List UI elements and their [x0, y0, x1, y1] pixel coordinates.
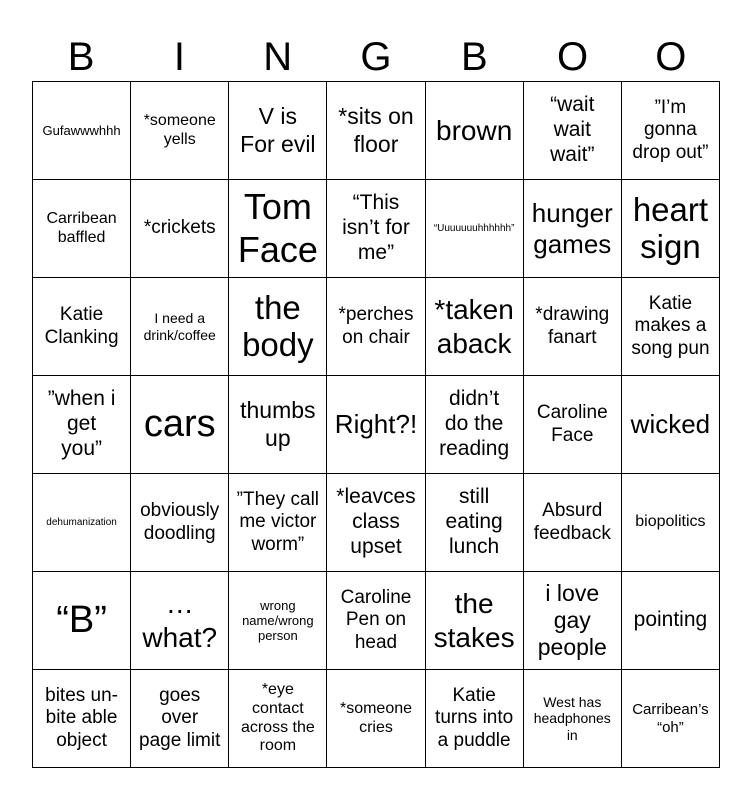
bingo-cell[interactable]: *eye contact across the room: [229, 670, 327, 768]
bingo-cell[interactable]: Caroline Pen on head: [327, 572, 425, 670]
bingo-cell[interactable]: heart sign: [622, 180, 720, 278]
bingo-cell[interactable]: ”They call me victor worm”: [229, 474, 327, 572]
bingo-cell[interactable]: Gufawwwhhh: [33, 82, 131, 180]
header-letter-1: B: [67, 35, 95, 79]
header-letter-7: O: [655, 35, 687, 79]
bingo-cell[interactable]: Katie Clanking: [33, 278, 131, 376]
bingo-cell[interactable]: hunger games: [524, 180, 622, 278]
header-letter-5: B: [460, 35, 488, 79]
header-letter-2: I: [173, 35, 185, 79]
bingo-cell[interactable]: the body: [229, 278, 327, 376]
header-letter-4: G: [360, 35, 392, 79]
bingo-cell[interactable]: *crickets: [131, 180, 229, 278]
bingo-cell[interactable]: wrong name/wrong person: [229, 572, 327, 670]
bingo-cell[interactable]: Right?!: [327, 376, 425, 474]
bingo-cell[interactable]: ”when i get you”: [33, 376, 131, 474]
bingo-cell[interactable]: cars: [131, 376, 229, 474]
bingo-cell[interactable]: “Uuuuuuuhhhhhh”: [426, 180, 524, 278]
bingo-cell[interactable]: *taken aback: [426, 278, 524, 376]
bingo-cell[interactable]: bites un- bite able object: [33, 670, 131, 768]
bingo-cell[interactable]: V is For evil: [229, 82, 327, 180]
bingo-cell[interactable]: *perches on chair: [327, 278, 425, 376]
bingo-cell[interactable]: i love gay people: [524, 572, 622, 670]
bingo-cell[interactable]: West has headphones in: [524, 670, 622, 768]
bingo-grid: [32, 81, 720, 768]
bingo-cell[interactable]: Absurd feedback: [524, 474, 622, 572]
bingo-cell[interactable]: dehumanization: [33, 474, 131, 572]
bingo-cell[interactable]: biopolitics: [622, 474, 720, 572]
bingo-cell[interactable]: didn’t do the reading: [426, 376, 524, 474]
bingo-cell[interactable]: thumbs up: [229, 376, 327, 474]
bingo-cell[interactable]: obviously doodling: [131, 474, 229, 572]
bingo-cell[interactable]: Katie turns into a puddle: [426, 670, 524, 768]
bingo-cell[interactable]: the stakes: [426, 572, 524, 670]
bingo-cell[interactable]: pointing: [622, 572, 720, 670]
bingo-cell[interactable]: Carribean’s “oh”: [622, 670, 720, 768]
bingo-cell[interactable]: I need a drink/coffee: [131, 278, 229, 376]
bingo-cell[interactable]: wicked: [622, 376, 720, 474]
bingo-cell[interactable]: Carribean baffled: [33, 180, 131, 278]
bingo-cell[interactable]: goes over page limit: [131, 670, 229, 768]
bingo-cell[interactable]: *someone yells: [131, 82, 229, 180]
bingo-cell[interactable]: *leavces class upset: [327, 474, 425, 572]
bingo-cell[interactable]: “This isn’t for me”: [327, 180, 425, 278]
bingo-cell[interactable]: Katie makes a song pun: [622, 278, 720, 376]
bingo-cell[interactable]: Tom Face: [229, 180, 327, 278]
header-letter-6: O: [557, 35, 589, 79]
bingo-cell[interactable]: still eating lunch: [426, 474, 524, 572]
bingo-cell[interactable]: *someone cries: [327, 670, 425, 768]
bingo-cell[interactable]: *drawing fanart: [524, 278, 622, 376]
header-letter-3: N: [263, 35, 293, 79]
bingo-cell[interactable]: *sits on floor: [327, 82, 425, 180]
bingo-cell[interactable]: Caroline Face: [524, 376, 622, 474]
bingo-cell[interactable]: … what?: [131, 572, 229, 670]
bingo-cell[interactable]: brown: [426, 82, 524, 180]
bingo-header: [32, 30, 720, 84]
bingo-cell[interactable]: ”I’m gonna drop out”: [622, 82, 720, 180]
bingo-cell[interactable]: “wait wait wait”: [524, 82, 622, 180]
bingo-cell[interactable]: “B”: [33, 572, 131, 670]
